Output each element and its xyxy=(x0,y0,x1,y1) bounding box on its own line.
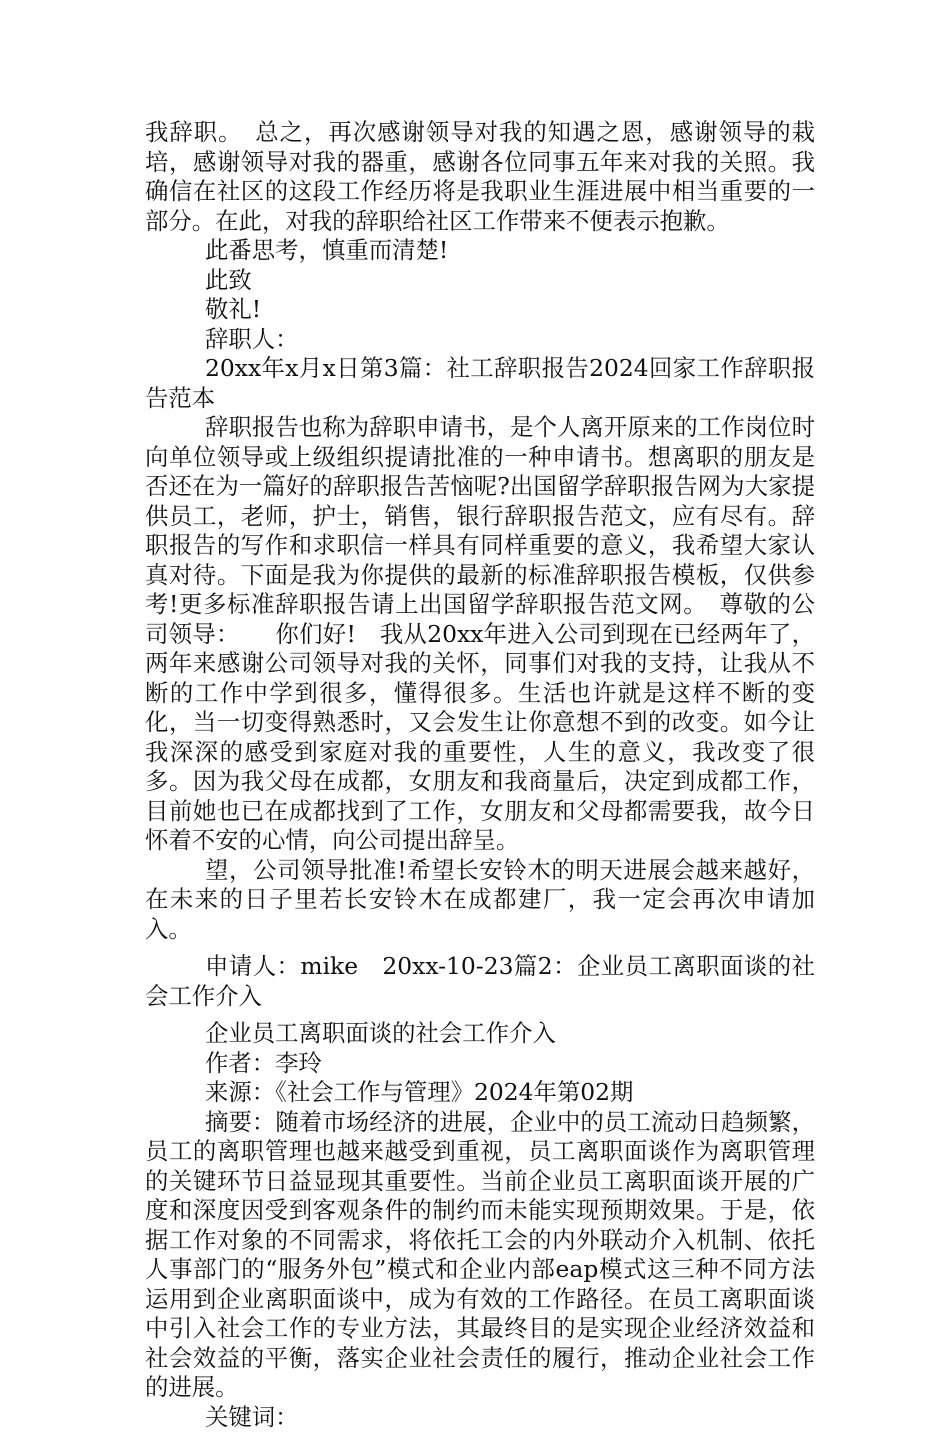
paragraph-resignation-intro: 辞职报告也称为辞职申请书，是个人离开原来的工作岗位时向单位领导或上级组织提请批准的一种申请书。想离职的朋友是否还在为一篇好的辞职报告苦恼呢?出国留学辞职报告网为大家提供员工，老师，护士，销售，银行辞职报告范文，应有尽有。辞职报告的写作和求职信一样具有同样重要的意义，我希望大家认真对待。下面是我为你提供的最新的标准辞职报告模板，仅供参考!更多标准辞职报告请上出国留学辞职报告范文网。 尊敬的公司领导： 你们好! 我从20xx年进入公司到现在已经两年了，两年来感谢公司领导对我的关怀，同事们对我的支持，让我从不断的工作中学到很多，懂得很多。生活也许就是这样不断的变化，当一切变得熟悉时，又会发生让你意想不到的改变。如今让我深深的感受到家庭对我的重要性，人生的意义，我改变了很多。因为我父母在成都，女朋友和我商量后，决定到成都工作，目前她也已在成都找到了工作，女朋友和父母都需要我，故今日怀着不安的心情，向公司提出辞呈。 xyxy=(145,413,815,856)
paragraph-source: 来源：《社会工作与管理》2024年第02期 xyxy=(145,1078,815,1108)
paragraph-approval-request: 望，公司领导批准!希望长安铃木的明天进展会越来越好，在未来的日子里若长安铃木在成都建厂，我一定会再次申请加入。 xyxy=(145,856,815,945)
paragraph-resigner: 辞职人： xyxy=(145,325,815,355)
paragraph-consideration: 此番思考，慎重而清楚! xyxy=(145,236,815,266)
paragraph-article-title: 企业员工离职面谈的社会工作介入 xyxy=(145,1019,815,1049)
paragraph-resignation-closing: 我辞职。 总之，再次感谢领导对我的知遇之恩，感谢领导的栽培，感谢领导对我的器重，感谢各位同事五年来对我的关照。我确信在社区的这段工作经历将是我职业生涯进展中相当重要的一部分。在此，对我的辞职给社区工作带来不便表示抱歉。 xyxy=(145,118,815,236)
paragraph-abstract: 摘要：随着市场经济的进展，企业中的员工流动日趋频繁，员工的离职管理也越来越受到重视，员工离职面谈作为离职管理的关键环节日益显现其重要性。当前企业员工离职面谈开展的广度和深度因受到客观条件的制约而未能实现预期效果。于是，依据工作对象的不同需求，将依托工会的内外联动介入机制、依托人事部门的“服务外包”模式和企业内部eap模式这三种不同方法运用到企业离职面谈中，成为有效的工作路径。在员工离职面谈中引入社会工作的专业方法，其最终目的是实现企业经济效益和社会效益的平衡，落实企业社会责任的履行，推动企业社会工作的进展。 xyxy=(145,1108,815,1403)
paragraph-author: 作者：李玲 xyxy=(145,1049,815,1079)
document-page xyxy=(145,118,815,1432)
paragraph-date-and-article-3-title: 20xx年x月x日第3篇：社工辞职报告2024回家工作辞职报告范本 xyxy=(145,354,815,413)
paragraph-salutation-jingli: 敬礼! xyxy=(145,295,815,325)
paragraph-keywords: 关键词： xyxy=(145,1403,815,1432)
paragraph-salutation-zhizhi: 此致 xyxy=(145,266,815,296)
paragraph-applicant-and-article-2-title: 申请人：mike 20xx-10-23篇2：企业员工离职面谈的社会工作介入 xyxy=(145,952,815,1011)
